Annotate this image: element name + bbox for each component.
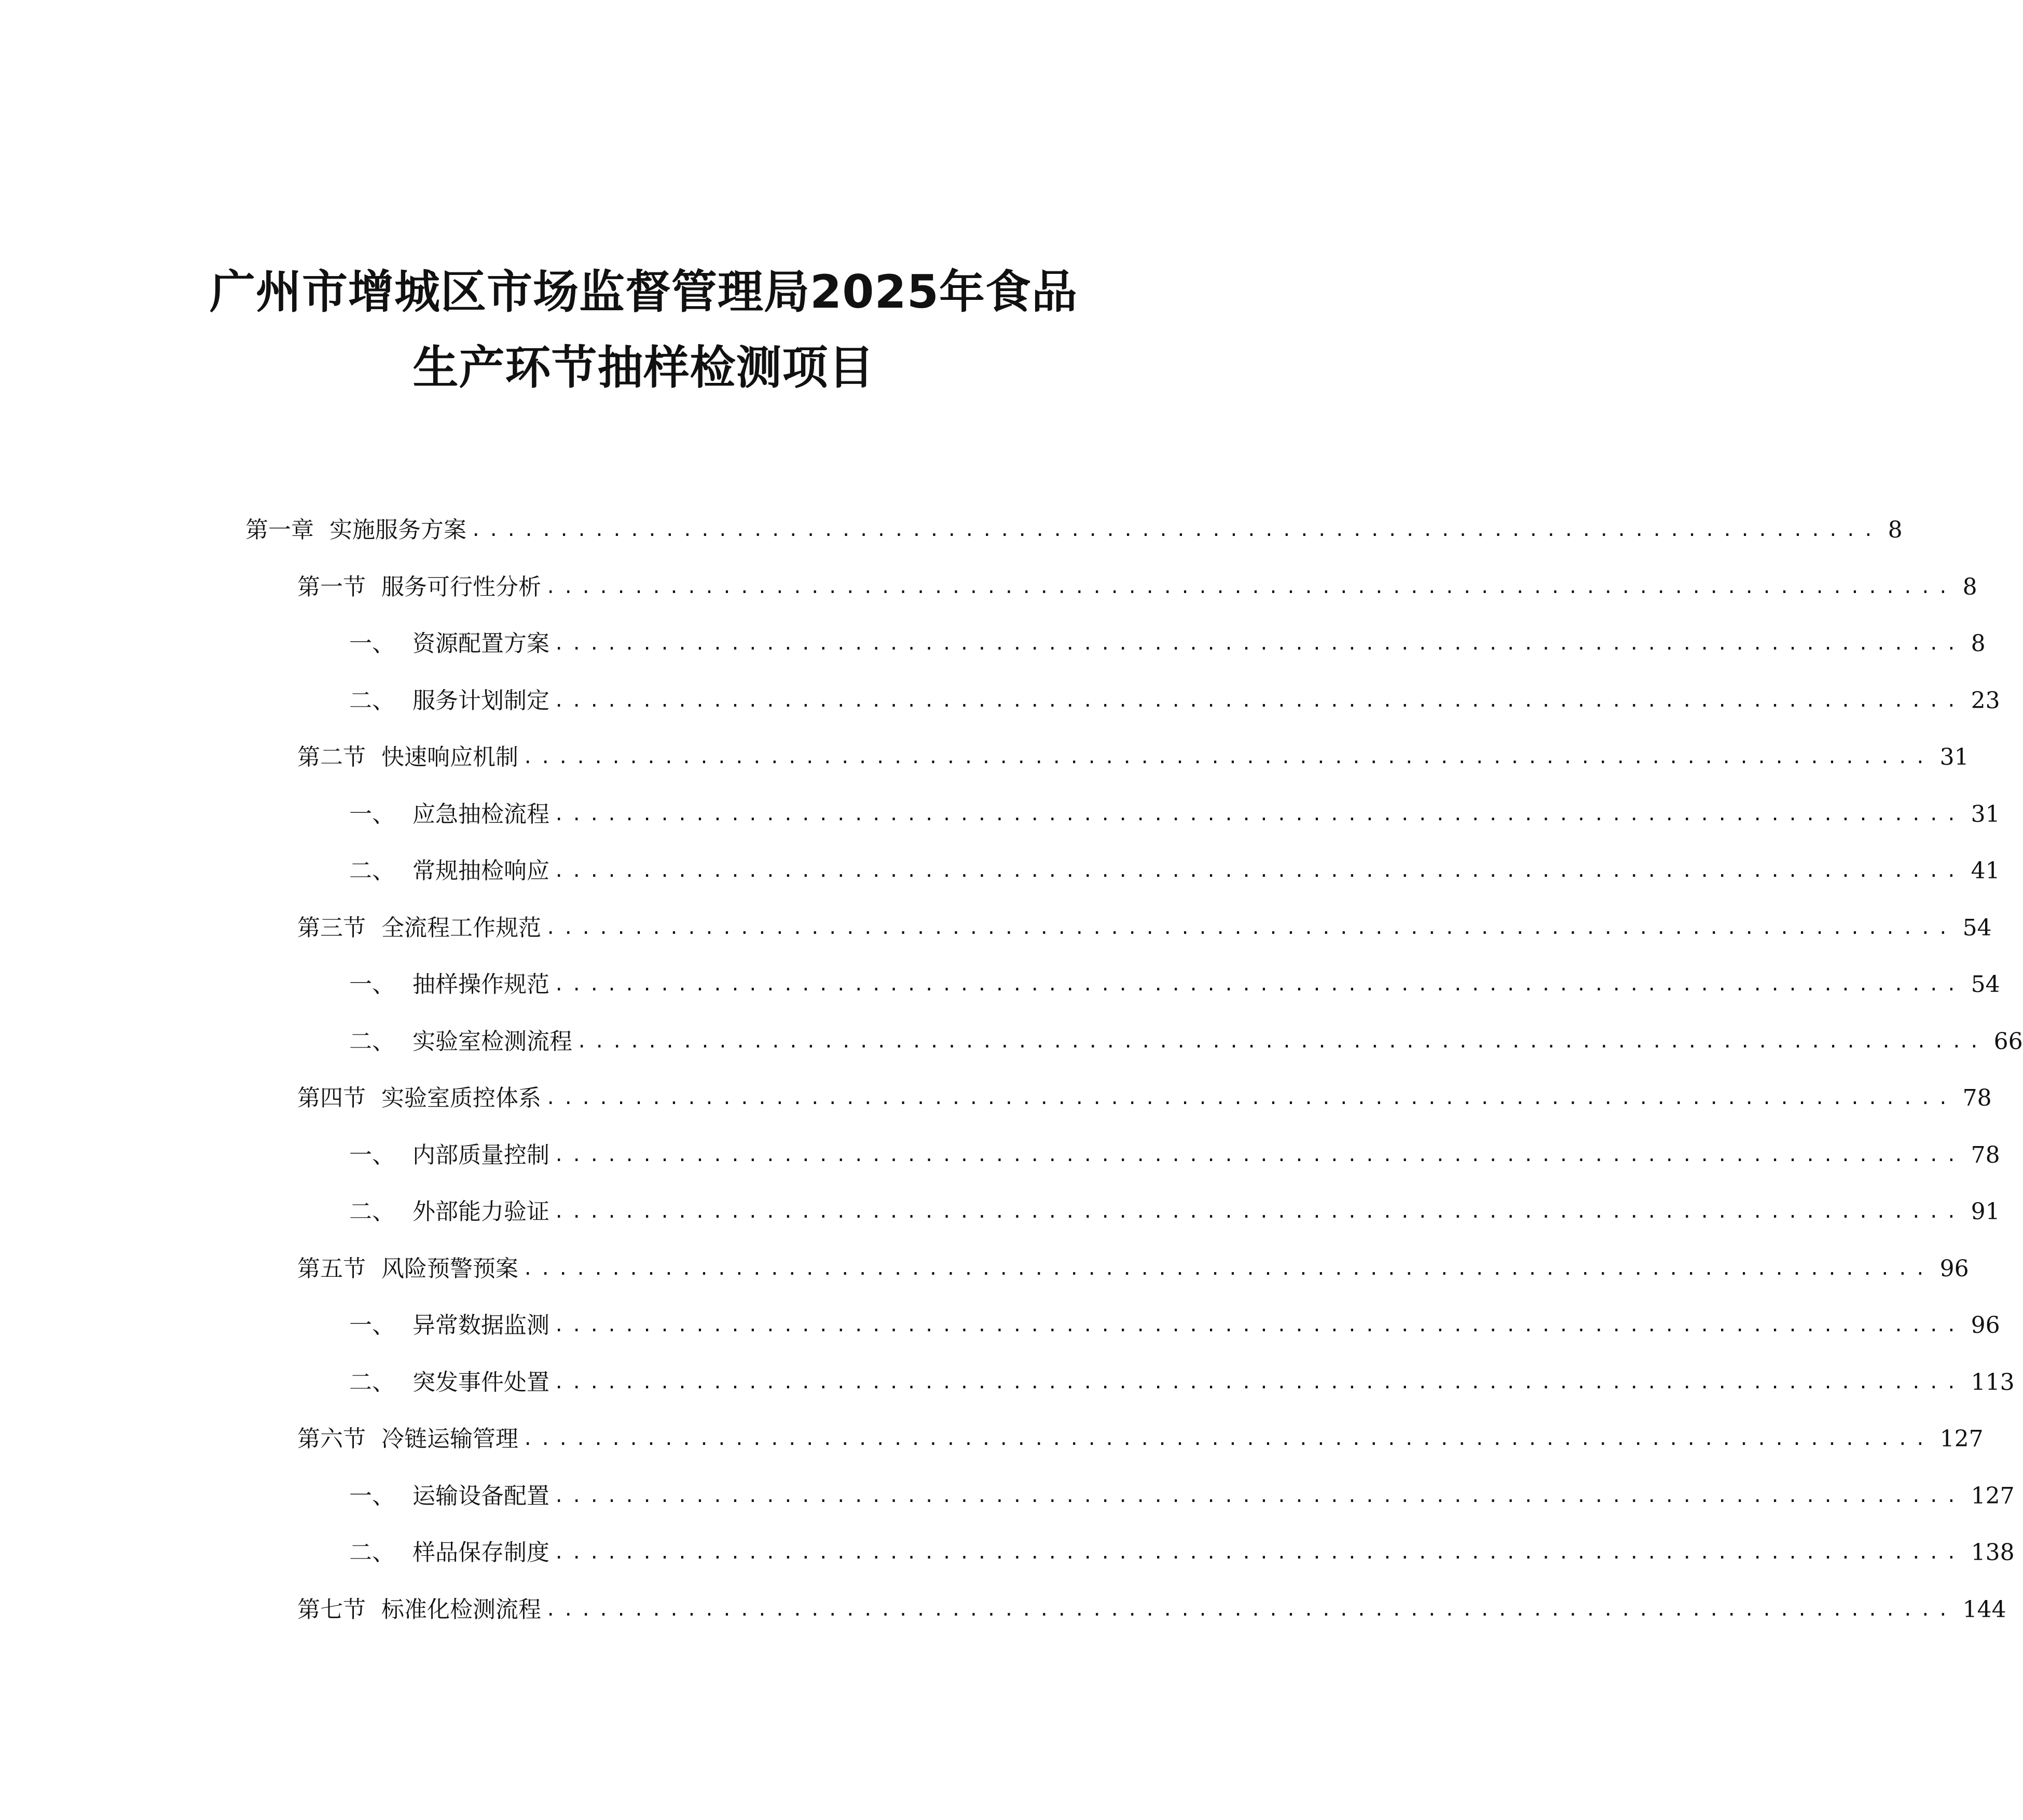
toc-dot-leader: ................................................................................ xyxy=(522,1429,1933,1450)
toc-entry-title: 标准化检测流程 xyxy=(381,1596,541,1623)
toc-entry-number: 第三节 xyxy=(297,914,366,941)
toc-entry-page-number: 144 xyxy=(1962,1596,2006,1623)
toc-entry-number: 一、 xyxy=(349,1312,395,1339)
document-title-line-1: 广州市增城区市场监督管理局2025年食品 xyxy=(210,265,1078,319)
toc-entry-title: 冷链运输管理 xyxy=(381,1426,518,1452)
toc-entry-page-number: 127 xyxy=(1939,1426,1984,1452)
toc-entry-number: 二、 xyxy=(349,687,395,714)
toc-entry-number: 一、 xyxy=(349,630,395,657)
toc-entry-title: 样品保存制度 xyxy=(412,1539,549,1566)
toc-entry-number: 第二节 xyxy=(297,744,366,770)
toc-dot-leader: ................................................................................ xyxy=(554,974,1964,995)
toc-entry-number: 第一章 xyxy=(245,517,314,543)
toc-entry-number: 第四节 xyxy=(297,1085,366,1111)
toc-entry-page-number: 31 xyxy=(1971,801,2000,828)
toc-entry-page-number: 8 xyxy=(1888,517,1903,543)
toc-entry[interactable] xyxy=(349,1531,2015,1567)
toc-dot-leader: ................................................................................ xyxy=(554,1145,1964,1166)
toc-dot-leader: ................................................................................ xyxy=(554,1372,1964,1393)
toc-entry-title: 实验室检测流程 xyxy=(412,1028,572,1055)
toc-dot-leader: ................................................................................ xyxy=(522,1258,1933,1279)
toc-dot-leader: ................................................................................ xyxy=(545,576,1956,598)
toc-dot-leader: ................................................................................ xyxy=(554,633,1964,654)
toc-entry-title: 运输设备配置 xyxy=(412,1482,549,1509)
toc-entry-number: 第七节 xyxy=(297,1596,366,1623)
toc-entry[interactable] xyxy=(297,1588,2006,1624)
toc-entry-number: 二、 xyxy=(349,1028,395,1055)
document-title xyxy=(0,254,1287,406)
toc-dot-leader: ................................................................................ xyxy=(554,1315,1964,1336)
toc-entry[interactable] xyxy=(349,1304,2000,1340)
toc-entry[interactable] xyxy=(349,1134,2000,1170)
toc-entry-number: 一、 xyxy=(349,1482,395,1509)
toc-entry-title: 快速响应机制 xyxy=(381,744,518,770)
toc-dot-leader: ................................................................................ xyxy=(576,1031,1987,1052)
toc-entry[interactable] xyxy=(245,508,1903,545)
toc-entry-title: 实施服务方案 xyxy=(329,517,466,543)
toc-entry-page-number: 96 xyxy=(1939,1255,1969,1282)
toc-entry-page-number: 113 xyxy=(1971,1369,2015,1396)
toc-entry[interactable] xyxy=(349,849,2000,886)
toc-entry-number: 一、 xyxy=(349,801,395,828)
toc-entry-number: 一、 xyxy=(349,971,395,998)
toc-entry-title: 外部能力验证 xyxy=(412,1198,549,1225)
toc-entry-number: 二、 xyxy=(349,1198,395,1225)
toc-entry-number: 二、 xyxy=(349,1369,395,1396)
toc-entry-title: 应急抽检流程 xyxy=(412,801,549,828)
toc-entry[interactable] xyxy=(349,1190,2000,1226)
toc-entry-number: 第五节 xyxy=(297,1255,366,1282)
toc-dot-leader: ................................................................................ xyxy=(554,861,1964,881)
toc-entry-page-number: 8 xyxy=(1971,630,1986,657)
toc-entry[interactable] xyxy=(297,1417,1984,1454)
toc-entry-title: 服务计划制定 xyxy=(412,687,549,714)
toc-entry-title: 内部质量控制 xyxy=(412,1141,549,1168)
toc-dot-leader: ................................................................................ xyxy=(545,917,1956,939)
toc-entry-title: 突发事件处置 xyxy=(412,1369,549,1396)
toc-entry[interactable] xyxy=(349,679,2000,715)
toc-entry[interactable] xyxy=(349,963,2000,999)
toc-dot-leader: ................................................................................ xyxy=(554,1542,1964,1563)
toc-dot-leader: ................................................................................ xyxy=(554,804,1964,825)
toc-entry-page-number: 91 xyxy=(1971,1198,2000,1225)
toc-entry-page-number: 54 xyxy=(1971,971,2000,998)
toc-entry-title: 实验室质控体系 xyxy=(381,1085,541,1111)
toc-entry-number: 二、 xyxy=(349,1539,395,1566)
toc-entry-title: 抽样操作规范 xyxy=(412,971,549,998)
toc-dot-leader: ................................................................................ xyxy=(471,520,1881,541)
toc-entry[interactable] xyxy=(297,566,1977,602)
toc-entry[interactable] xyxy=(349,1474,2015,1511)
toc-entry-page-number: 78 xyxy=(1971,1141,2000,1168)
toc-entry-page-number: 96 xyxy=(1971,1312,2000,1339)
toc-entry-title: 异常数据监测 xyxy=(412,1312,549,1339)
document-title-line-2: 生产环节抽样检测项目 xyxy=(412,341,875,394)
toc-entry-page-number: 66 xyxy=(1993,1028,2023,1055)
toc-entry[interactable] xyxy=(297,1247,1969,1284)
toc-entry-page-number: 78 xyxy=(1962,1085,1992,1111)
toc-entry-title: 资源配置方案 xyxy=(412,630,549,657)
toc-entry[interactable] xyxy=(349,793,2000,829)
toc-entry-page-number: 127 xyxy=(1971,1482,2015,1509)
toc-entry[interactable] xyxy=(349,1020,2023,1056)
toc-entry[interactable] xyxy=(349,622,1986,658)
toc-dot-leader: ................................................................................ xyxy=(545,1088,1956,1109)
toc-entry-number: 第一节 xyxy=(297,573,366,600)
toc-dot-leader: ................................................................................ xyxy=(554,1202,1964,1222)
toc-entry-page-number: 8 xyxy=(1962,573,1977,600)
toc-entry-title: 风险预警预案 xyxy=(381,1255,518,1282)
toc-entry-page-number: 23 xyxy=(1971,687,2000,714)
toc-entry[interactable] xyxy=(297,736,1969,772)
toc-entry-number: 第六节 xyxy=(297,1426,366,1452)
toc-entry[interactable] xyxy=(349,1361,2015,1397)
toc-dot-leader: ................................................................................ xyxy=(545,1599,1956,1620)
toc-entry[interactable] xyxy=(297,1077,1992,1113)
toc-entry-page-number: 54 xyxy=(1962,914,1992,941)
toc-dot-leader: ................................................................................ xyxy=(554,1485,1964,1507)
toc-entry-title: 全流程工作规范 xyxy=(381,914,541,941)
toc-entry[interactable] xyxy=(297,906,1992,943)
toc-entry-number: 一、 xyxy=(349,1141,395,1168)
toc-entry-title: 常规抽检响应 xyxy=(412,858,549,884)
toc-dot-leader: ................................................................................ xyxy=(522,747,1933,768)
toc-dot-leader: ................................................................................ xyxy=(554,690,1964,711)
toc-entry-page-number: 138 xyxy=(1971,1539,2015,1566)
toc-entry-page-number: 31 xyxy=(1939,744,1969,770)
toc-entry-title: 服务可行性分析 xyxy=(381,573,541,600)
toc-entry-number: 二、 xyxy=(349,858,395,884)
toc-entry-page-number: 41 xyxy=(1971,858,2000,884)
